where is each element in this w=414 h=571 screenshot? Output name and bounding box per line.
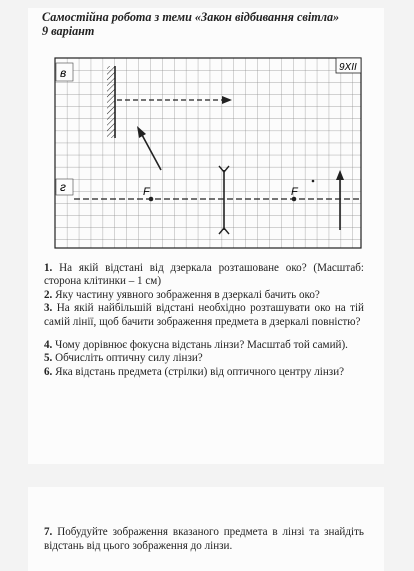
question-7: 7. Побудуйте зображення вказаного предмета в лінзі та знайдіть відстань від цього зображення до лінзи.	[44, 526, 364, 552]
title-topic: Самостійна робота з теми «Закон відбивання світла»	[42, 10, 340, 24]
question-4: 4. Чому дорівнює фокусна відстань лінзи? Масштаб той самий).	[44, 339, 348, 352]
small-mark-point	[312, 180, 315, 183]
label-top: в	[60, 66, 67, 80]
question-2: 2. Яку частину уявного зображення в дзеркалі бачить око?	[44, 288, 320, 301]
question-3: 3. На якій найбільшій відстані необхідно розташувати око на тій самій лінії, щоб бачити зображення предмета в дзеркалі повністю?	[44, 302, 364, 328]
question-6: 6. Яка відстань предмета (стрілки) від оптичного центру лінзи?	[44, 365, 345, 378]
question-5: 5. Обчисліть оптичну силу лінзи?	[44, 352, 203, 365]
questions-block	[44, 262, 364, 379]
question-1: 1. На якій відстані від дзеркала розташоване око? (Масштаб: сторона клітинки – 1 см)	[44, 262, 364, 288]
figure-badge: 9XII	[339, 62, 357, 73]
mirror-hatch	[107, 66, 115, 138]
grid-background	[55, 58, 361, 248]
focus-right-label: F	[291, 186, 298, 198]
focus-left-label: F	[143, 186, 150, 198]
label-bottom: г	[60, 180, 66, 194]
title-variant: 9 варіант	[42, 23, 95, 38]
